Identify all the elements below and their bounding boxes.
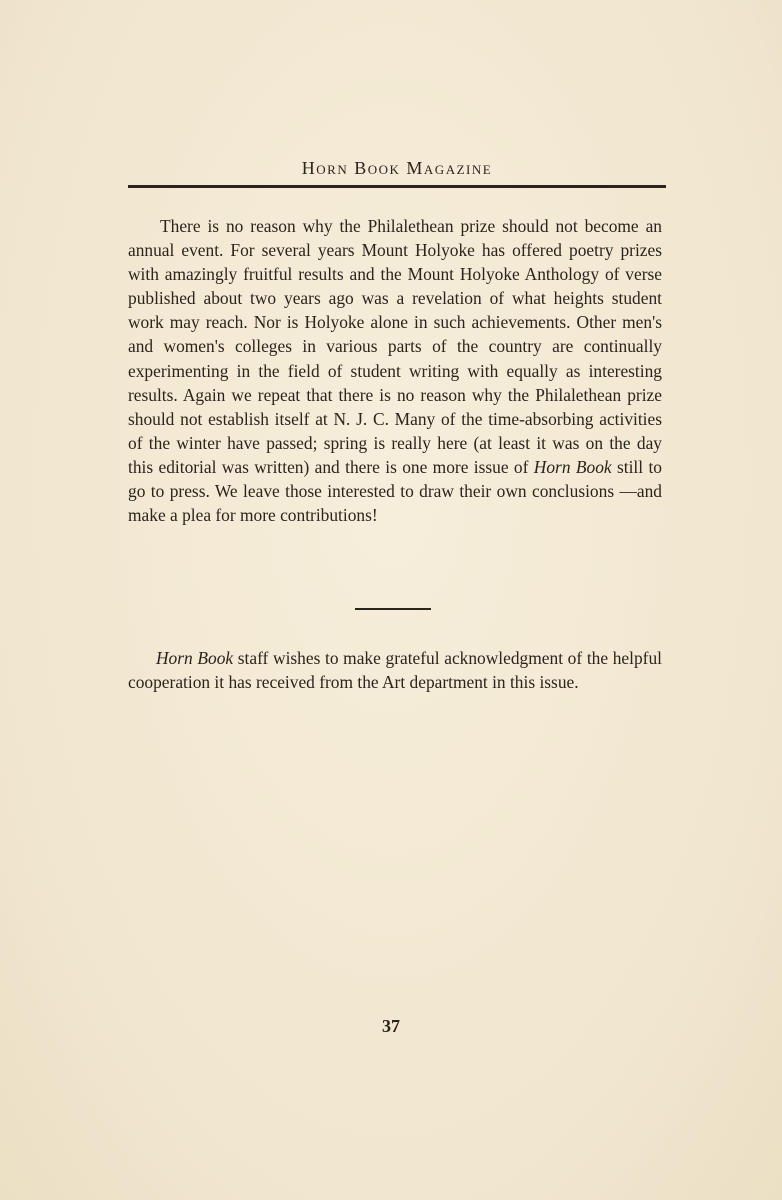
magazine-title-italic: Horn Book [156, 648, 234, 668]
running-head: Horn Book Magazine [301, 158, 493, 178]
acknowledgment-text: staff wishes to make grateful acknowledgment of the helpful cooperation it has received from the Art department in this issue. [128, 648, 662, 693]
acknowledgment-paragraph [128, 646, 662, 694]
magazine-title-italic: Horn Book [533, 456, 612, 477]
paragraph-text-part-1: There is no reason why the Philalethean prize should not become an annual event. For several years Mount Holyoke has offered poetry prizes with amazingly fruitful results and the Mount Holyoke Anthology of verse published about two years ago was a revelation of what heights student work may reach. Nor is Holyoke alone in such achievements. Other men's and women's colleges in various parts of the country are continually experimenting in the field of student writing with equally as interesting results. Again we repeat that there is no reason why the Philalethean prize should not establish itself at N. J. C. Many of the time-absorbing activities of the winter have passed; spring is really here (at least it was on the day this editorial was written) and there is one more issue of [128, 216, 662, 477]
editorial-paragraph [128, 214, 662, 527]
page-number: 37 [382, 1016, 400, 1036]
section-divider [355, 608, 431, 610]
header-rule [128, 185, 666, 188]
paragraph-text-part-2: still to go to press. We leave those interested to draw their own conclusions —and make a plea for more contributions! [128, 456, 662, 526]
